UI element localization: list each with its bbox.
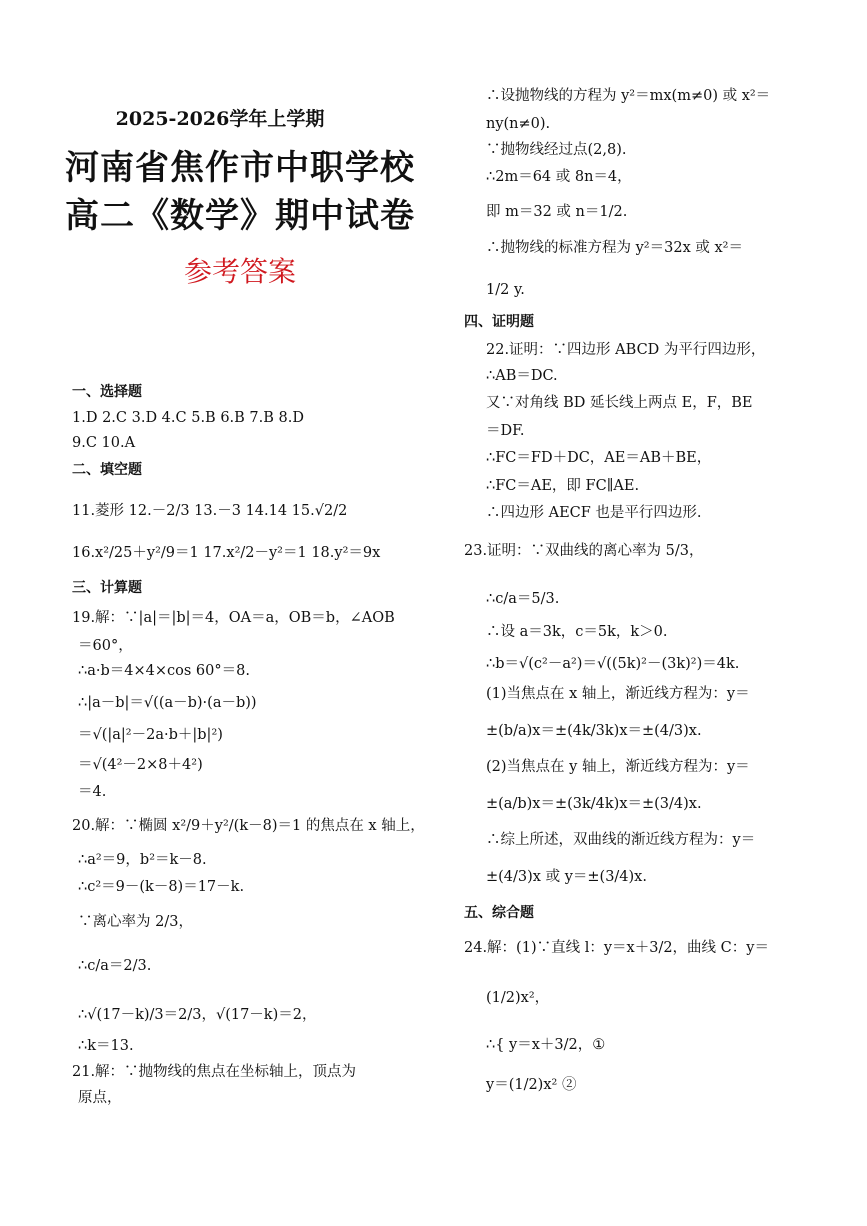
answer-line: ∴抛物线的标准方程为 y²＝32x 或 x²＝ xyxy=(486,240,743,256)
answer-line: ∴四边形 AECF 也是平行四边形. xyxy=(486,505,702,521)
answer-key-title: 参考答案 xyxy=(183,255,296,288)
answer-line: ∴√(17－k)/3＝2/3，√(17－k)＝2， xyxy=(78,1007,317,1023)
answer-line: ＝√(4²－2×8＋4²) xyxy=(78,757,203,773)
answer-line: 22.证明：∵四边形 ABCD 为平行四边形， xyxy=(486,342,766,358)
answer-line: ∴设抛物线的方程为 y²＝mx(m≠0) 或 x²＝ xyxy=(486,88,771,104)
answer-line: 24.解：(1)∵直线 l：y＝x＋3/2，曲线 C：y＝ xyxy=(464,940,769,956)
answer-line: ∴|a－b|＝√((a－b)·(a－b)) xyxy=(78,695,257,711)
answer-line: 19.解：∵|a|＝|b|＝4，OA＝a，OB＝b，∠AOB xyxy=(72,610,395,626)
answer-line: 1.D 2.C 3.D 4.C 5.B 6.B 7.B 8.D xyxy=(72,410,304,426)
answer-line: 又∵对角线 BD 延长线上两点 E，F，BE xyxy=(486,395,753,411)
answer-line: 21.解：∵抛物线的焦点在坐标轴上，顶点为 xyxy=(72,1064,357,1080)
exam-title: 高二《数学》期中试卷 xyxy=(65,196,415,236)
answer-line: ∴FC＝FD＋DC，AE＝AB＋BE， xyxy=(486,450,712,466)
section-heading: 三、计算题 xyxy=(72,580,142,596)
answer-line: ＝60°， xyxy=(78,638,133,654)
answer-line: ∴设 a＝3k，c＝5k，k＞0. xyxy=(486,624,668,640)
term-title: 2025-2026学年上学期 xyxy=(115,108,325,130)
answer-line: ∴c²＝9－(k－8)＝17－k. xyxy=(78,879,245,895)
answer-line: ∴FC＝AE，即 FC∥AE. xyxy=(486,478,640,494)
answer-line: ∴c/a＝2/3. xyxy=(78,958,152,974)
answer-line: ∴c/a＝5/3. xyxy=(486,591,560,607)
answer-line: (1)当焦点在 x 轴上，渐近线方程为：y＝ xyxy=(486,686,750,702)
answer-line: 11.菱形 12.－2/3 13.－3 14.14 15.√2/2 xyxy=(72,503,348,519)
answer-line: ∴综上所述，双曲线的渐近线方程为：y＝ xyxy=(486,832,756,848)
answer-line: ∴a·b＝4×4×cos 60°＝8. xyxy=(78,663,250,679)
answer-line: ＝4. xyxy=(78,784,107,800)
answer-line: (2)当焦点在 y 轴上，渐近线方程为：y＝ xyxy=(486,759,750,775)
answer-line: 9.C 10.A xyxy=(72,435,136,451)
answer-line: ∵离心率为 2/3， xyxy=(78,914,193,930)
answer-line: ±(a/b)x＝±(3k/4k)x＝±(3/4)x. xyxy=(486,796,702,812)
answer-line: 23.证明：∵双曲线的离心率为 5/3， xyxy=(464,543,704,559)
answer-line: ∴2m＝64 或 8n＝4， xyxy=(486,169,632,185)
answer-line: ±(b/a)x＝±(4k/3k)x＝±(4/3)x. xyxy=(486,723,702,739)
answer-line: ＝DF. xyxy=(486,423,525,439)
section-heading: 四、证明题 xyxy=(464,314,534,330)
answer-line: y＝(1/2)x² ② xyxy=(486,1077,577,1093)
section-heading: 一、选择题 xyxy=(72,384,142,400)
answer-line: (1/2)x²， xyxy=(486,990,550,1006)
answer-line: 即 m＝32 或 n＝1/2. xyxy=(486,204,628,220)
answer-line: ∴k＝13. xyxy=(78,1038,134,1054)
answer-line: 16.x²/25＋y²/9＝1 17.x²/2－y²＝1 18.y²＝9x xyxy=(72,545,381,561)
answer-line: ∴b＝√(c²－a²)＝√((5k)²－(3k)²)＝4k. xyxy=(486,656,740,672)
school-title: 河南省焦作市中职学校 xyxy=(65,148,415,188)
section-heading: 五、综合题 xyxy=(464,905,534,921)
section-heading: 二、填空题 xyxy=(72,462,142,478)
answer-line: 20.解：∵椭圆 x²/9＋y²/(k－8)＝1 的焦点在 x 轴上， xyxy=(72,818,425,834)
answer-line: ＝√(|a|²－2a·b＋|b|²) xyxy=(78,727,223,743)
answer-line: ∵抛物线经过点(2,8). xyxy=(486,142,627,158)
answer-line: ∴a²＝9，b²＝k－8. xyxy=(78,852,207,868)
answer-line: ny(n≠0). xyxy=(486,116,551,132)
answer-line: 原点， xyxy=(78,1090,122,1106)
answer-line: ∴AB＝DC. xyxy=(486,368,558,384)
answer-line: 1/2 y. xyxy=(486,282,525,298)
answer-line: ±(4/3)x 或 y＝±(3/4)x. xyxy=(486,869,647,885)
answer-line: ∴{ y＝x＋3/2，① xyxy=(486,1037,606,1053)
